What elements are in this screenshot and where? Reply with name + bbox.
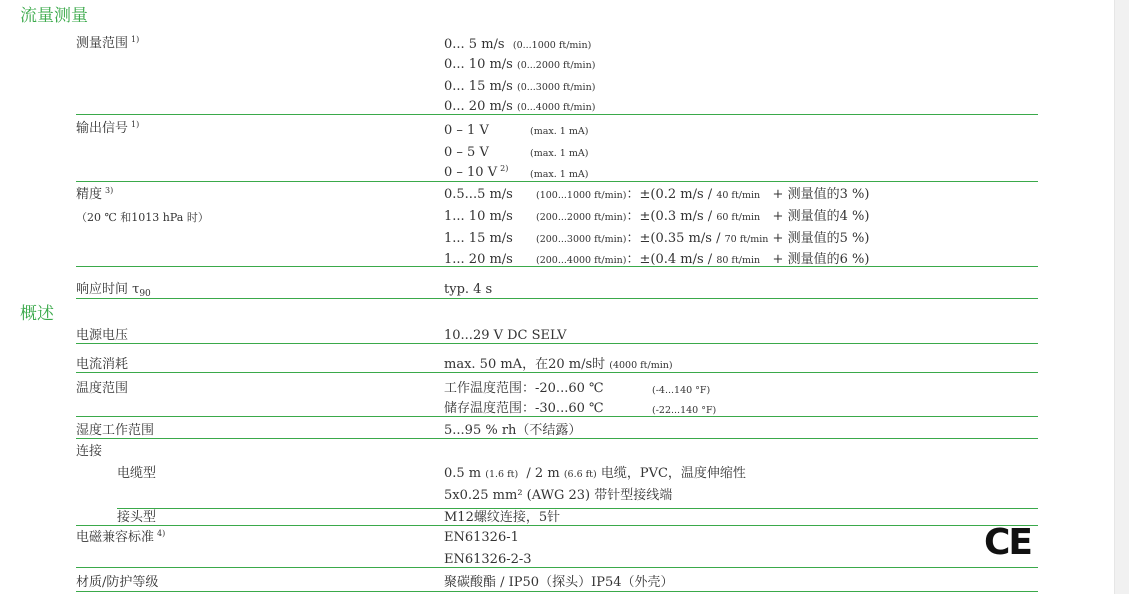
accuracy-percent: + 测量值的6 %) (772, 252, 870, 267)
output-label-text: 输出信号 (76, 121, 129, 136)
accuracy-range-ft: (100...1000 ft/min) (536, 190, 627, 201)
range-value-ft: (0...4000 ft/min) (517, 102, 596, 113)
output-value: 0 – 5 V (444, 145, 489, 160)
output-value: 0 – 10 V (444, 165, 498, 180)
accuracy-tolerance-ft: 80 ft/min (716, 255, 761, 266)
range-value-ft: (0...1000 ft/min) (512, 40, 592, 51)
output-footnote-2: 2) (500, 164, 509, 173)
plug-label: 接头型 (117, 510, 157, 525)
range-value: 0... 20 m/s (444, 99, 513, 114)
accuracy-tolerance: ：±(0.3 m/s / (626, 209, 713, 224)
temp-operating: 工作温度范围：-20...60 ℃ (444, 381, 604, 396)
accuracy-line-2 (444, 209, 513, 225)
accuracy-tolerance: ：±(0.4 m/s / (626, 252, 713, 267)
divider (117, 508, 1038, 509)
cable-label: 电缆型 (117, 466, 157, 481)
humidity-value: 5...95 % rh（不结露） (444, 423, 582, 438)
range-value: 0... 5 m/s (444, 37, 505, 52)
section-title-flow: 流量测量 (20, 6, 88, 26)
emc-label-text: 电磁兼容标准 (76, 530, 155, 545)
response-label-subscript: 90 (139, 289, 151, 299)
output-line-1-load: (max. 1 mA) (530, 126, 589, 137)
accuracy-range: 1... 15 m/s (444, 231, 513, 246)
divider (76, 438, 1038, 439)
emc-standard-2: EN61326-2-3 (444, 552, 532, 567)
supply-label: 电源电压 (76, 328, 129, 343)
cable-line-1 (444, 466, 746, 483)
accuracy-tolerance-ft: 60 ft/min (716, 212, 761, 223)
divider (76, 266, 1038, 267)
accuracy-range-ft: (200...4000 ft/min) (536, 255, 627, 266)
current-label: 电流消耗 (76, 357, 129, 372)
range-value-ft: (0...2000 ft/min) (517, 60, 596, 71)
divider (76, 372, 1038, 373)
cable-length-1-ft: (1.6 ft) (485, 469, 519, 480)
accuracy-range: 1... 10 m/s (444, 209, 513, 224)
vertical-scrollbar[interactable] (1114, 0, 1129, 594)
range-line-2 (444, 57, 595, 74)
range-label (76, 36, 139, 53)
output-footnote: 1) (131, 120, 140, 129)
accuracy-tolerance-ft: 40 ft/min (716, 190, 761, 201)
cable-description: 电缆，PVC，温度伸缩性 (600, 466, 746, 481)
divider (76, 591, 1038, 592)
temp-label: 温度范围 (76, 381, 129, 396)
accuracy-percent: + 测量值的5 %) (772, 231, 870, 246)
divider (76, 567, 1038, 568)
accuracy-line-3 (444, 231, 513, 247)
emc-label (76, 530, 165, 547)
range-line-1 (444, 37, 591, 54)
temp-storage-f: (-22...140 °F) (652, 405, 717, 416)
cable-length-2: / 2 m (526, 466, 560, 481)
divider (76, 181, 1038, 182)
range-value: 0... 15 m/s (444, 79, 513, 94)
ce-mark-text: CE (984, 522, 1032, 563)
accuracy-tolerance: ：±(0.35 m/s / (626, 231, 721, 246)
divider (76, 298, 1038, 299)
cable-length-2-ft: (6.6 ft) (563, 469, 597, 480)
emc-standard-1: EN61326-1 (444, 530, 519, 545)
range-value: 0... 10 m/s (444, 57, 513, 72)
accuracy-tolerance-ft: 70 ft/min (724, 234, 769, 245)
accuracy-label (76, 187, 113, 204)
output-line-3-load: (max. 1 mA) (530, 169, 589, 180)
output-value: 0 – 1 V (444, 123, 489, 138)
output-line-2-load: (max. 1 mA) (530, 148, 589, 159)
accuracy-percent: + 测量值的4 %) (772, 209, 870, 224)
accuracy-line-1 (444, 187, 513, 203)
accuracy-tolerance: ：±(0.2 m/s / (626, 187, 713, 202)
section-title-overview: 概述 (20, 304, 54, 324)
accuracy-range-ft: (200...3000 ft/min) (536, 234, 627, 245)
output-line-2 (444, 145, 489, 161)
range-label-text: 测量范围 (76, 36, 129, 51)
current-value-ft: (4000 ft/min) (609, 360, 673, 371)
response-label (76, 282, 151, 299)
humidity-label: 湿度工作范围 (76, 423, 155, 438)
output-line-3 (444, 165, 508, 182)
range-line-3 (444, 79, 595, 96)
accuracy-line-2-rest (536, 209, 869, 226)
temp-storage: 储存温度范围：-30...60 ℃ (444, 401, 604, 416)
connection-label: 连接 (76, 444, 103, 459)
accuracy-label-text: 精度 (76, 187, 103, 202)
accuracy-line-3-rest (536, 231, 869, 248)
material-label: 材质/防护等级 (76, 575, 159, 590)
accuracy-line-1-rest (536, 187, 869, 204)
range-value-ft: (0...3000 ft/min) (517, 82, 596, 93)
accuracy-range: 0.5...5 m/s (444, 187, 513, 202)
response-label-text: 响应时间 τ (76, 282, 140, 297)
divider (76, 114, 1038, 115)
divider (76, 525, 1038, 526)
output-label (76, 121, 139, 138)
accuracy-range-ft: (200...2000 ft/min) (536, 212, 627, 223)
accuracy-percent: + 测量值的3 %) (772, 187, 870, 202)
accuracy-footnote: 3) (105, 186, 114, 195)
range-footnote: 1) (131, 35, 140, 44)
current-value-text: max. 50 mA，在20 m/s时 (444, 357, 606, 372)
temp-operating-f: (-4...140 °F) (652, 385, 711, 396)
cable-length-1: 0.5 m (444, 466, 482, 481)
divider (76, 343, 1038, 344)
response-value: typ. 4 s (444, 282, 493, 297)
material-value: 聚碳酸酯 / IP50（探头）IP54（外壳） (444, 575, 674, 590)
accuracy-conditions: （20 ℃ 和1013 hPa 时） (76, 211, 209, 224)
cable-line-2: 5x0.25 mm² (AWG 23) 带针型接线端 (444, 488, 673, 503)
supply-value: 10...29 V DC SELV (444, 328, 567, 343)
output-line-1 (444, 123, 489, 139)
plug-value: M12螺纹连接，5针 (444, 510, 561, 525)
accuracy-range: 1... 20 m/s (444, 252, 513, 267)
emc-footnote: 4) (157, 529, 166, 538)
ce-mark-logo (984, 522, 1044, 562)
divider (76, 416, 1038, 417)
